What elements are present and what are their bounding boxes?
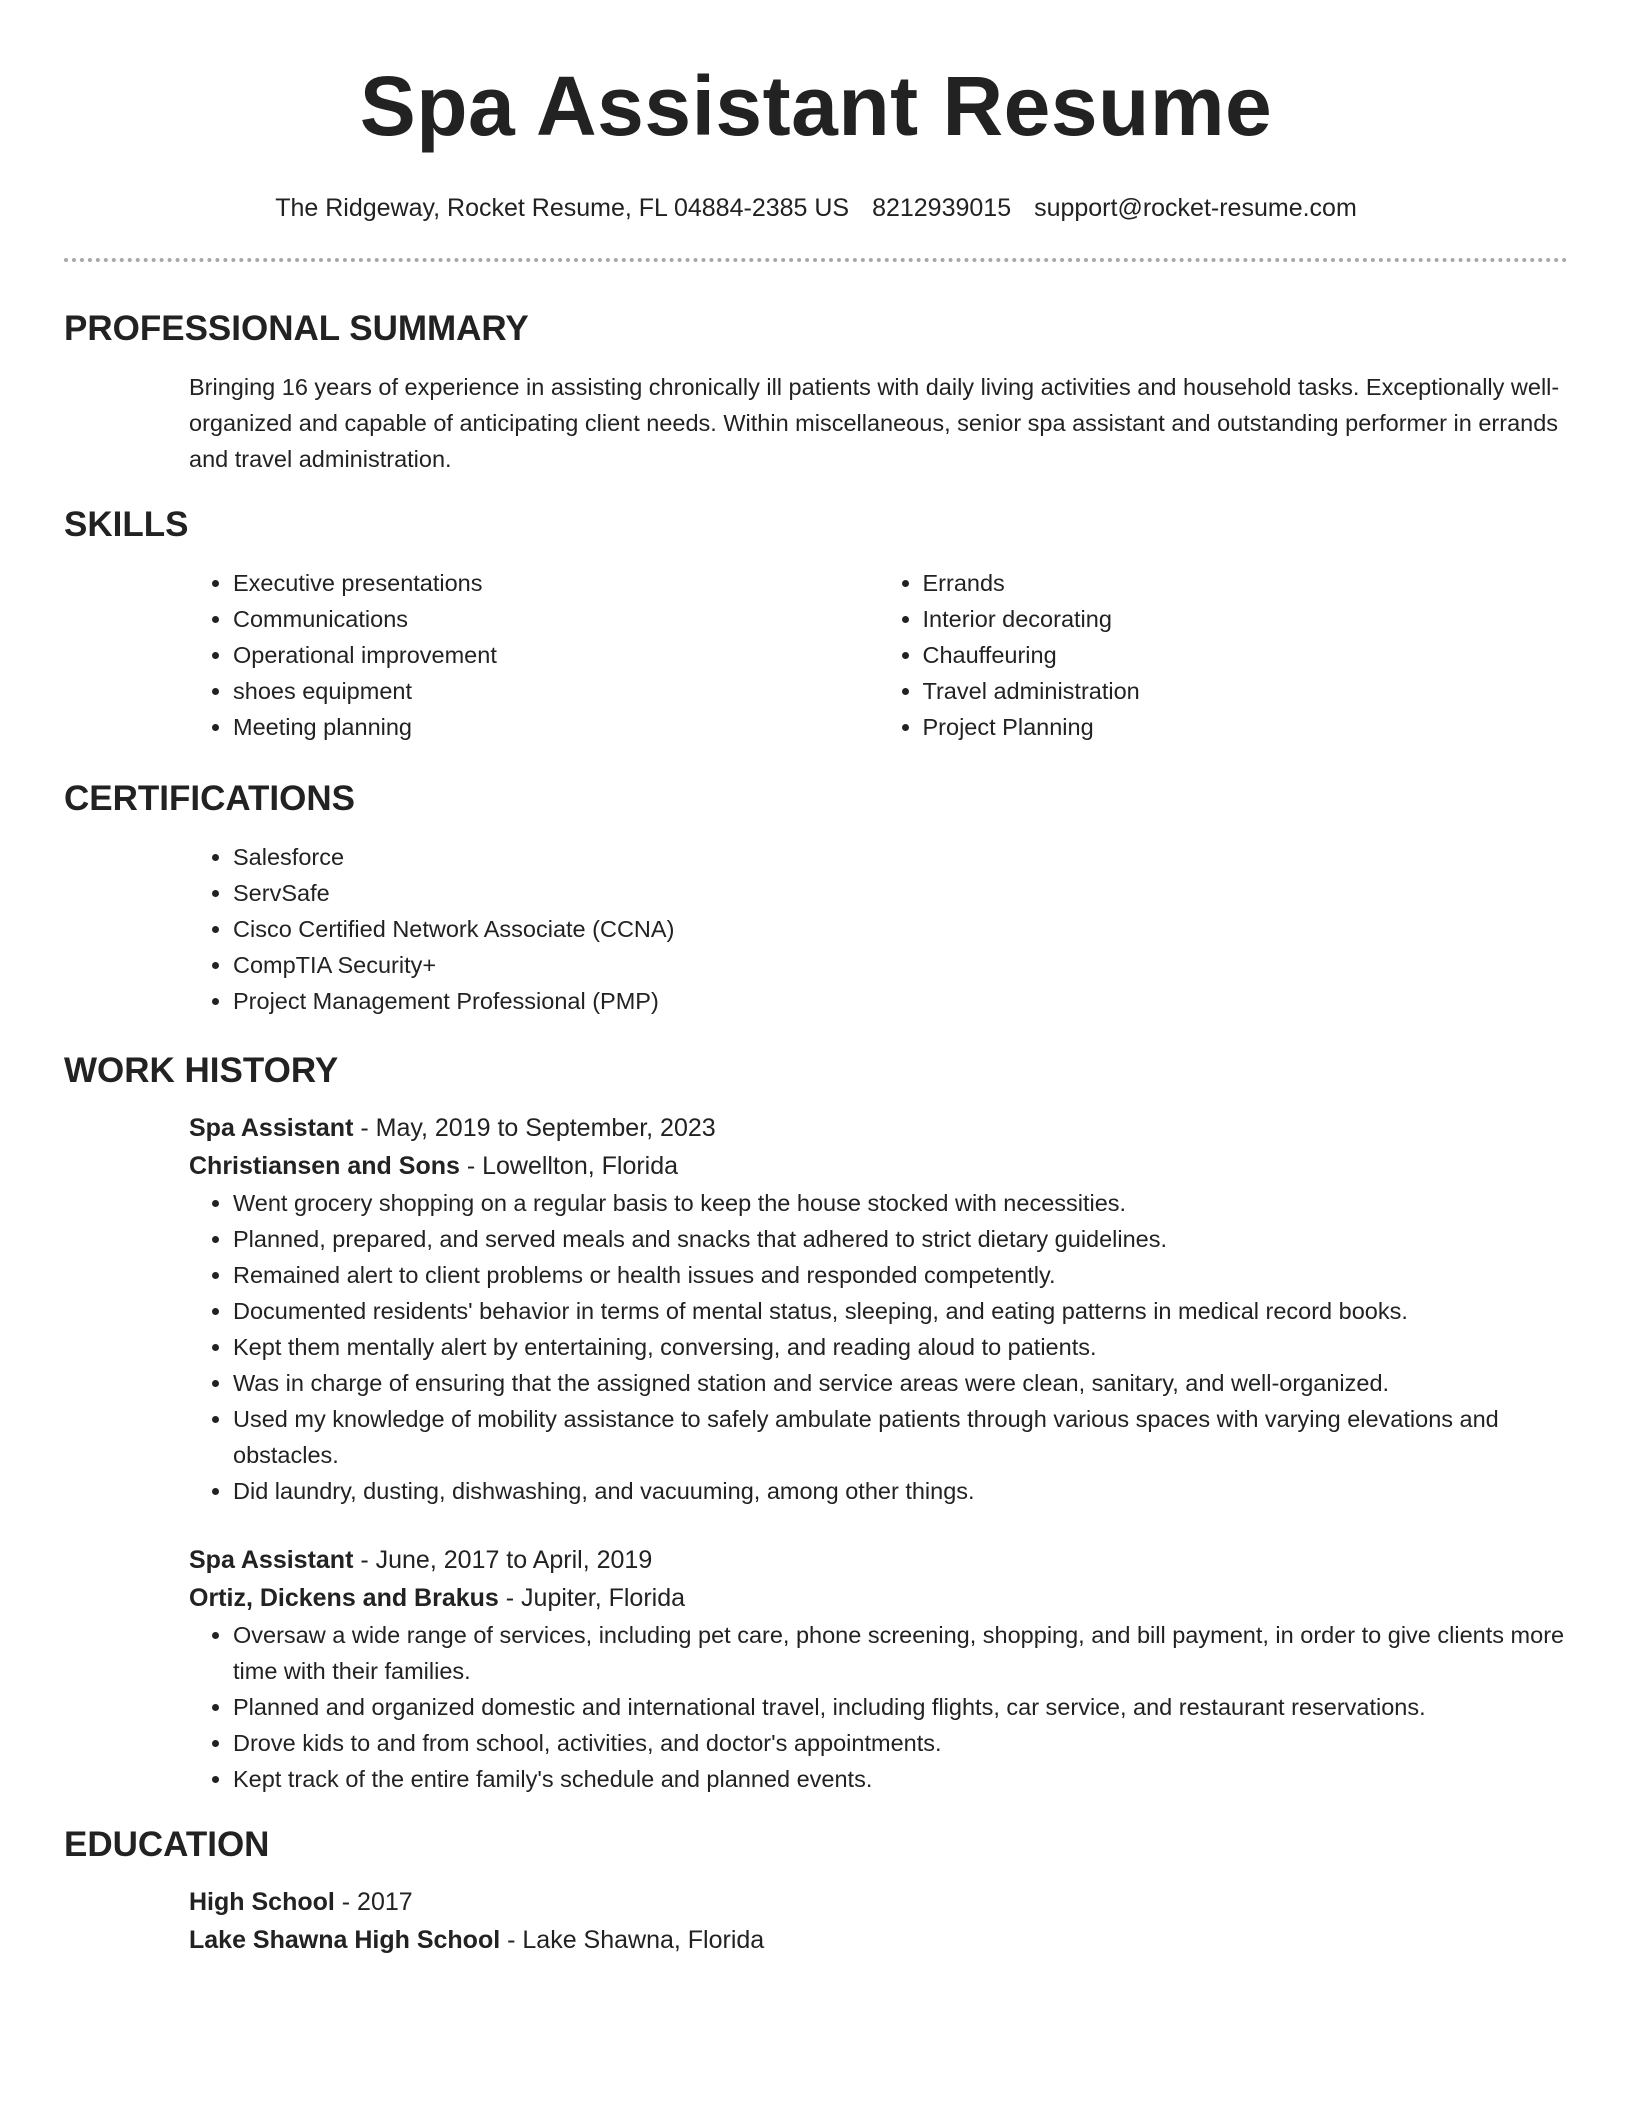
education-body	[189, 1883, 1568, 1959]
work-history-body	[189, 1109, 1568, 1797]
job-title-line	[189, 1109, 1568, 1147]
certifications-heading: CERTIFICATIONS	[64, 779, 356, 818]
job-company-line	[189, 1147, 1568, 1185]
job-duty: • Did laundry, dusting, dishwashing, and vacuuming, among other things.	[233, 1473, 1568, 1509]
education-school-line	[189, 1921, 1568, 1959]
certification-item: • ServSafe	[233, 875, 1568, 911]
job-duty: • Oversaw a wide range of services, including pet care, phone screening, shopping, and bill payment, in order to give clients more time with their families.	[233, 1617, 1568, 1689]
job-company-line	[189, 1579, 1568, 1617]
work-history-section	[64, 1049, 1568, 1797]
skills-list-right	[879, 565, 1569, 745]
skill-item: • Meeting planning	[233, 709, 879, 745]
education-section	[64, 1823, 1568, 1959]
certifications-list	[189, 839, 1568, 1019]
job-entry	[189, 1541, 1568, 1797]
education-school: Lake Shawna High School	[189, 1926, 501, 1954]
skills-heading: SKILLS	[64, 505, 189, 544]
education-degree: High School	[189, 1888, 335, 1916]
job-title-line	[189, 1541, 1568, 1579]
education-year: - 2017	[334, 1888, 413, 1916]
skill-item: • Errands	[923, 565, 1569, 601]
skill-item: • Executive presentations	[233, 565, 879, 601]
job-title: Spa Assistant	[189, 1546, 354, 1574]
job-dates: - June, 2017 to April, 2019	[353, 1546, 653, 1574]
skill-item: • Communications	[233, 601, 879, 637]
job-dates: - May, 2019 to September, 2023	[353, 1114, 716, 1142]
education-degree-line	[189, 1883, 1568, 1921]
skill-item: • Chauffeuring	[923, 637, 1569, 673]
contact-line	[64, 192, 1568, 224]
job-duties-list	[189, 1185, 1568, 1509]
job-duty: • Drove kids to and from school, activities, and doctor's appointments.	[233, 1725, 1568, 1761]
job-duty: • Planned and organized domestic and international travel, including flights, car service, and restaurant reservations.	[233, 1689, 1568, 1725]
certifications-body	[189, 839, 1568, 1019]
job-duty: • Kept track of the entire family's schedule and planned events.	[233, 1761, 1568, 1797]
certification-item: • Salesforce	[233, 839, 1568, 875]
contact-address: The Ridgeway, Rocket Resume, FL 04884-2385 US	[275, 194, 850, 222]
skill-item: • Travel administration	[923, 673, 1569, 709]
summary-heading: PROFESSIONAL SUMMARY	[64, 309, 529, 348]
resume-title: Spa Assistant Resume	[359, 59, 1273, 153]
certification-item: • Cisco Certified Network Associate (CCNA)	[233, 911, 1568, 947]
skills-list-left	[189, 565, 879, 745]
certifications-section	[64, 777, 1568, 1019]
skill-item: • shoes equipment	[233, 673, 879, 709]
skill-item: • Operational improvement	[233, 637, 879, 673]
summary-body	[189, 369, 1568, 477]
job-company: Christiansen and Sons	[189, 1152, 460, 1180]
certification-item: • Project Management Professional (PMP)	[233, 983, 1568, 1019]
job-duty: • Remained alert to client problems or health issues and responded competently.	[233, 1257, 1568, 1293]
job-duty: • Kept them mentally alert by entertaining, conversing, and reading aloud to patients.	[233, 1329, 1568, 1365]
job-title: Spa Assistant	[189, 1114, 354, 1142]
job-duties-list	[189, 1617, 1568, 1797]
job-duty: • Was in charge of ensuring that the assigned station and service areas were clean, sanitary, and well-organized.	[233, 1365, 1568, 1401]
summary-text: Bringing 16 years of experience in assisting chronically ill patients with daily living activities and household tasks. Exceptionally well-organized and capable of anticipating client needs. Within miscellaneous, senior spa assistant and outstanding performer in errands and travel administration.	[189, 374, 1560, 472]
contact-email: support@rocket-resume.com	[1034, 194, 1357, 222]
job-location: - Jupiter, Florida	[498, 1584, 686, 1612]
skills-body	[189, 565, 1568, 745]
summary-section	[64, 307, 1568, 477]
contact-phone: 8212939015	[872, 194, 1012, 222]
skill-item: • Project Planning	[923, 709, 1569, 745]
certification-item: • CompTIA Security+	[233, 947, 1568, 983]
skills-section	[64, 503, 1568, 745]
education-location: - Lake Shawna, Florida	[500, 1926, 765, 1954]
job-entry	[189, 1109, 1568, 1509]
job-duty: • Went grocery shopping on a regular basis to keep the house stocked with necessities.	[233, 1185, 1568, 1221]
job-company: Ortiz, Dickens and Brakus	[189, 1584, 499, 1612]
job-duty: • Documented residents' behavior in terms of mental status, sleeping, and eating patterns in medical record books.	[233, 1293, 1568, 1329]
education-heading: EDUCATION	[64, 1825, 270, 1864]
header-divider	[64, 258, 1568, 262]
job-location: - Lowellton, Florida	[459, 1152, 679, 1180]
skill-item: • Interior decorating	[923, 601, 1569, 637]
work-history-heading: WORK HISTORY	[64, 1051, 339, 1090]
job-duty: • Planned, prepared, and served meals and snacks that adhered to strict dietary guidelines.	[233, 1221, 1568, 1257]
job-duty: • Used my knowledge of mobility assistance to safely ambulate patients through various spaces with varying elevations and obstacles.	[233, 1401, 1568, 1473]
